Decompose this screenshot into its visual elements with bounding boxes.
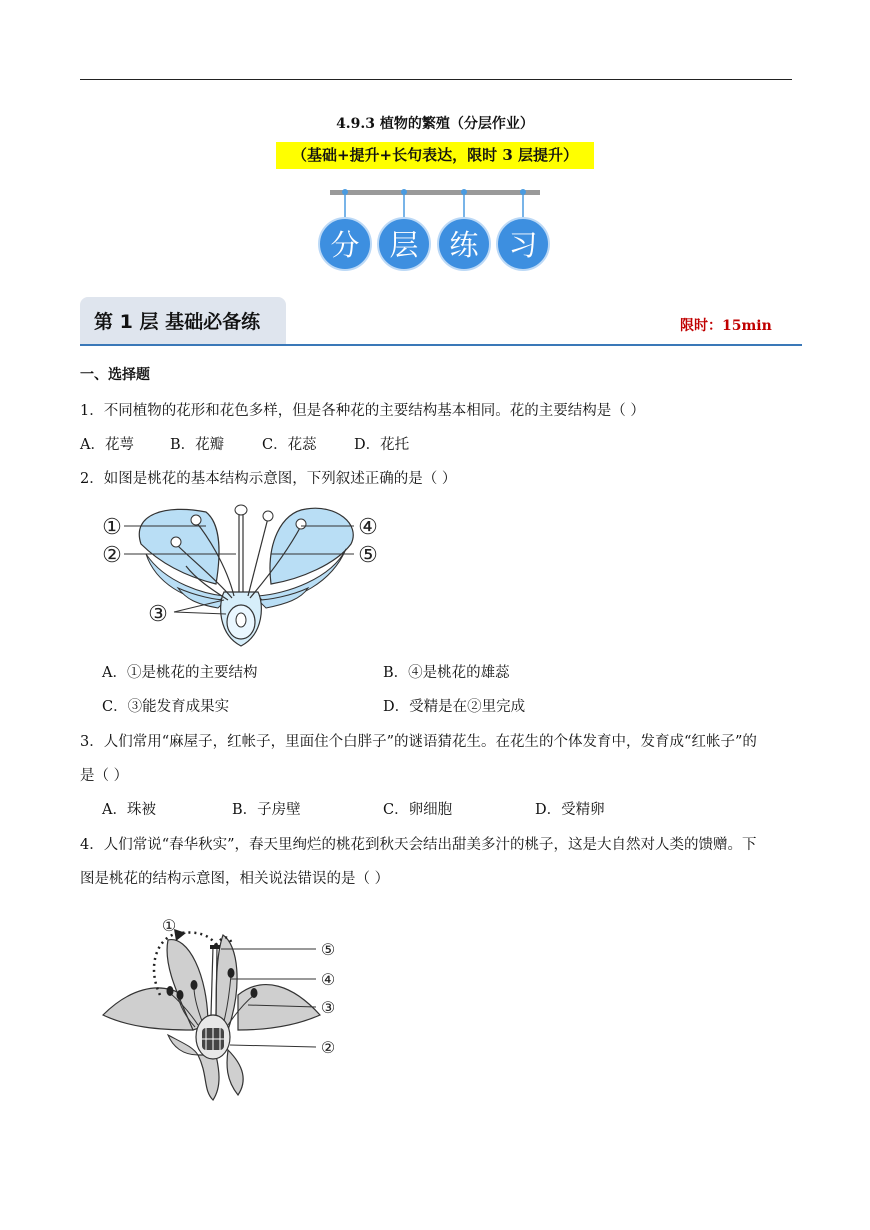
fig1-label-4: ④ (358, 515, 378, 540)
section-title: 一、选择题 (80, 367, 150, 383)
fig1-label-3: ③ (148, 602, 168, 627)
q3-option-a: A．珠被 (102, 802, 156, 818)
fig2-label-1: ① (161, 916, 177, 935)
fig2-label-3: ③ (320, 998, 336, 1017)
banner-char-2: 层 (389, 228, 419, 262)
q2-option-c: C．③能发育成果实 (102, 699, 230, 715)
question-4-stem-line2: 图是桃花的结构示意图，相关说法错误的是（ ） (80, 871, 390, 887)
practice-banner (316, 186, 556, 276)
peach-flower-diagram-2 (98, 915, 343, 1105)
fig1-label-1: ① (102, 515, 122, 540)
fig1-label-2: ② (102, 543, 122, 568)
banner-char-4: 习 (508, 228, 538, 262)
q2-option-d: D．受精是在②里完成 (383, 699, 526, 715)
q1-option-d: D．花托 (354, 437, 410, 453)
q3-option-b: B．子房壁 (232, 802, 301, 818)
time-limit: 限时：15min (680, 318, 772, 334)
page-title: 4.9.3 植物的繁殖（分层作业） (336, 116, 534, 132)
question-2-stem: 2．如图是桃花的基本结构示意图，下列叙述正确的是（ ） (80, 471, 457, 487)
fig2-label-4: ④ (320, 970, 336, 989)
layer-rule (80, 344, 802, 346)
question-3-stem-line2: 是（ ） (80, 768, 129, 784)
q2-option-b: B．④是桃花的雄蕊 (383, 665, 510, 681)
banner-char-3: 练 (449, 228, 479, 262)
fig2-label-2: ② (320, 1038, 336, 1057)
q1-option-a: A．花萼 (80, 437, 134, 453)
page-subtitle: （基础+提升+长句表达，限时 3 层提升） (276, 142, 594, 169)
banner-char-1: 分 (330, 228, 360, 262)
q3-option-c: C．卵细胞 (383, 802, 453, 818)
question-4-stem-line1: 4．人们常说“春华秋实”，春天里绚烂的桃花到秋天会结出甜美多汁的桃子，这是大自然对人类的馈赠。下 (80, 837, 757, 853)
fig1-label-5: ⑤ (358, 543, 378, 568)
q3-option-d: D．受精卵 (535, 802, 605, 818)
header-rule (80, 79, 792, 80)
question-1-stem: 1．不同植物的花形和花色多样，但是各种花的主要结构基本相同。花的主要结构是（ ） (80, 403, 645, 419)
q1-option-c: C．花蕊 (262, 437, 317, 453)
layer-heading: 第 1 层 基础必备练 (80, 297, 286, 345)
fig2-label-5: ⑤ (320, 940, 336, 959)
q1-option-b: B．花瓣 (170, 437, 225, 453)
peach-flower-diagram-1 (96, 504, 386, 654)
question-3-stem-line1: 3．人们常用“麻屋子，红帐子，里面住个白胖子”的谜语猜花生。在花生的个体发育中，发育成“红帐子”的 (80, 734, 757, 750)
q2-option-a: A．①是桃花的主要结构 (102, 665, 258, 681)
